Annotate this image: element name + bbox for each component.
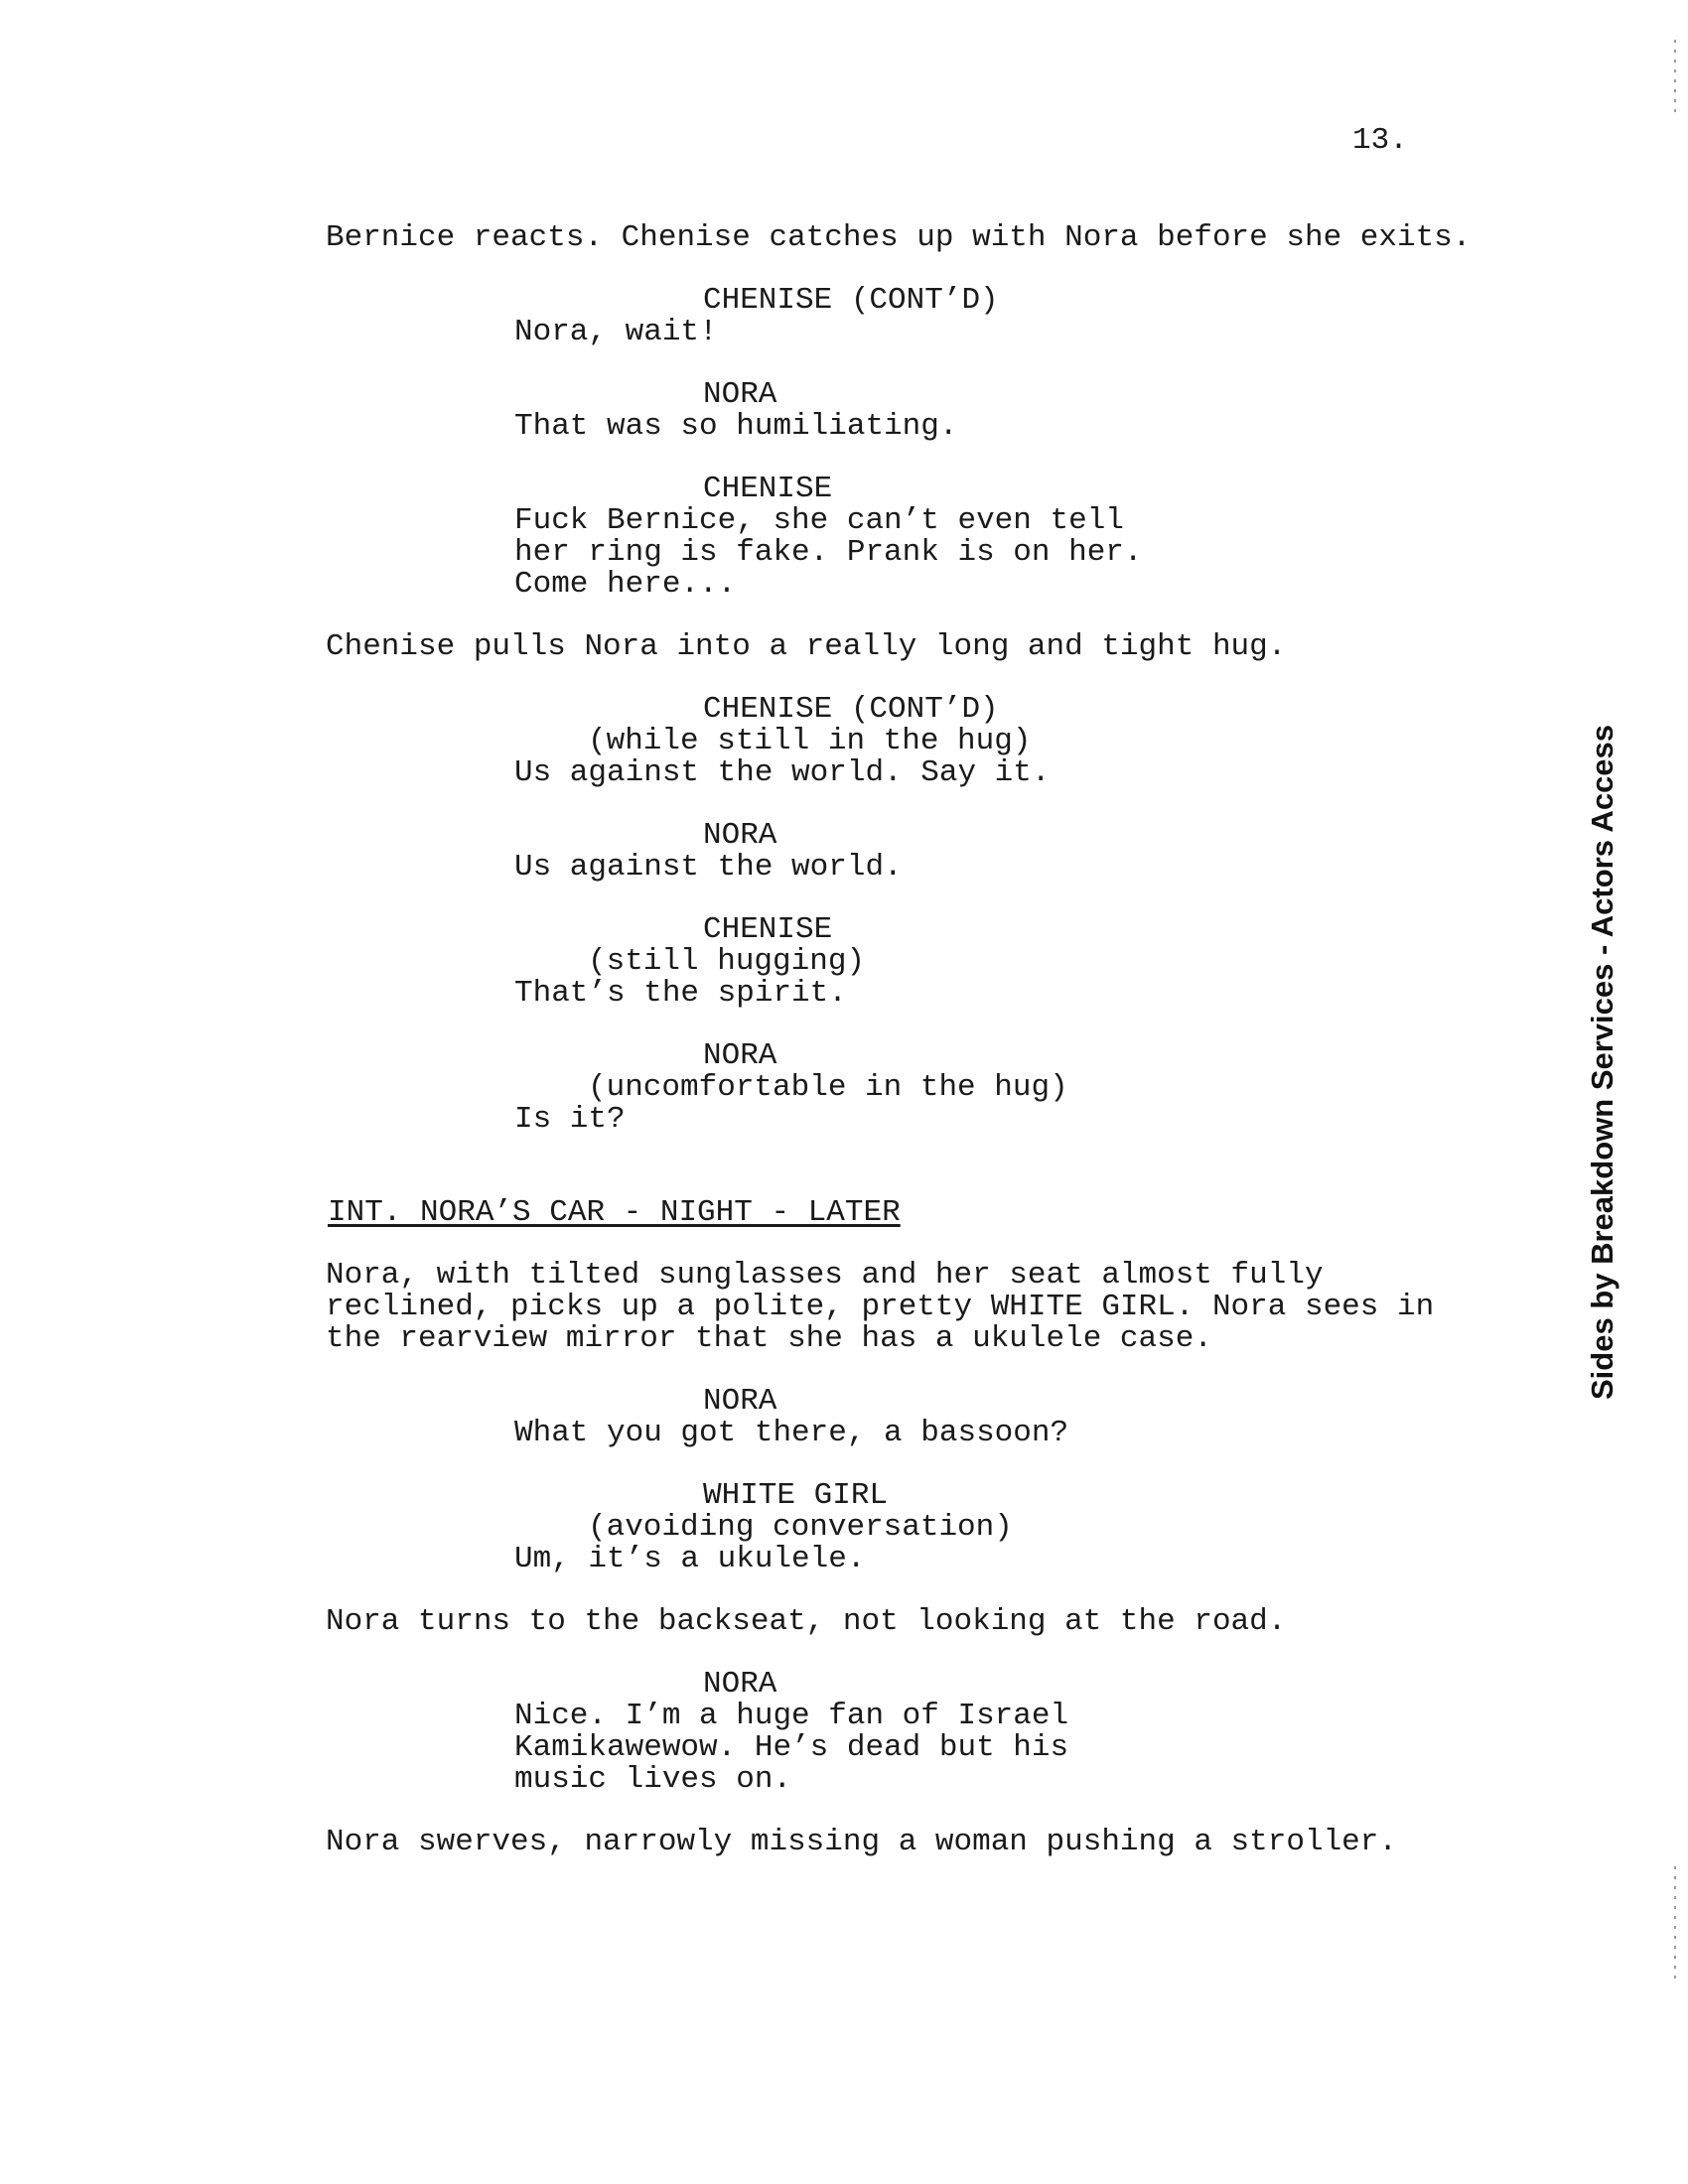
parenthetical: (still hugging) [588, 944, 866, 979]
scan-edge-mark [1674, 40, 1676, 119]
action-line: Nora swerves, narrowly missing a woman pushing a stroller. [326, 1825, 1397, 1859]
dialogue-line: Fuck Bernice, she can’t even tell [514, 503, 1124, 538]
parenthetical: (uncomfortable in the hug) [588, 1070, 1068, 1105]
parenthetical: (while still in the hug) [588, 724, 1032, 758]
action-line: reclined, picks up a polite, pretty WHITE GIRL. Nora sees in [326, 1290, 1435, 1324]
dialogue-line: Um, it’s a ukulele. [514, 1542, 866, 1576]
character-name: NORA [703, 377, 777, 412]
action-line: the rearview mirror that she has a ukulele case. [326, 1321, 1212, 1356]
page-number: 13. [1352, 123, 1408, 158]
dialogue-line: That’s the spirit. [514, 976, 847, 1011]
dialogue-line: Come here... [514, 567, 737, 602]
dialogue-line: Is it? [514, 1102, 626, 1137]
character-name: NORA [703, 1667, 777, 1702]
action-line: Nora turns to the backseat, not looking at the road. [326, 1604, 1287, 1639]
dialogue-line: What you got there, a bassoon? [514, 1416, 1069, 1450]
dialogue-line: Nora, wait! [514, 315, 718, 349]
dialogue-line: Us against the world. [514, 850, 903, 885]
character-name: CHENISE [703, 912, 833, 947]
character-name: NORA [703, 818, 777, 853]
character-name: WHITE GIRL [703, 1478, 889, 1513]
dialogue-line: Kamikawewow. He’s dead but his [514, 1730, 1069, 1765]
dialogue-line: Nice. I’m a huge fan of Israel [514, 1699, 1069, 1733]
dialogue-line: music lives on. [514, 1762, 792, 1797]
action-line: Nora, with tilted sunglasses and her seat almost fully [326, 1258, 1324, 1293]
character-name: CHENISE (CONT’D) [703, 283, 999, 318]
dialogue-line: her ring is fake. Prank is on her. [514, 535, 1143, 570]
character-name: CHENISE (CONT’D) [703, 692, 999, 727]
scan-edge-mark [1674, 1866, 1676, 1985]
character-name: CHENISE [703, 472, 833, 506]
dialogue-line: That was so humiliating. [514, 409, 958, 444]
dialogue-line: Us against the world. Say it. [514, 755, 1051, 790]
parenthetical: (avoiding conversation) [588, 1510, 1013, 1545]
action-line: Chenise pulls Nora into a really long and tight hug. [326, 629, 1287, 664]
watermark: Sides by Breakdown Services - Actors Access [1585, 724, 1619, 1400]
character-name: NORA [703, 1384, 777, 1419]
action-line: Bernice reacts. Chenise catches up with Nora before she exits. [326, 220, 1472, 255]
scene-heading: INT. NORA’S CAR - NIGHT - LATER [328, 1195, 901, 1230]
character-name: NORA [703, 1038, 777, 1073]
